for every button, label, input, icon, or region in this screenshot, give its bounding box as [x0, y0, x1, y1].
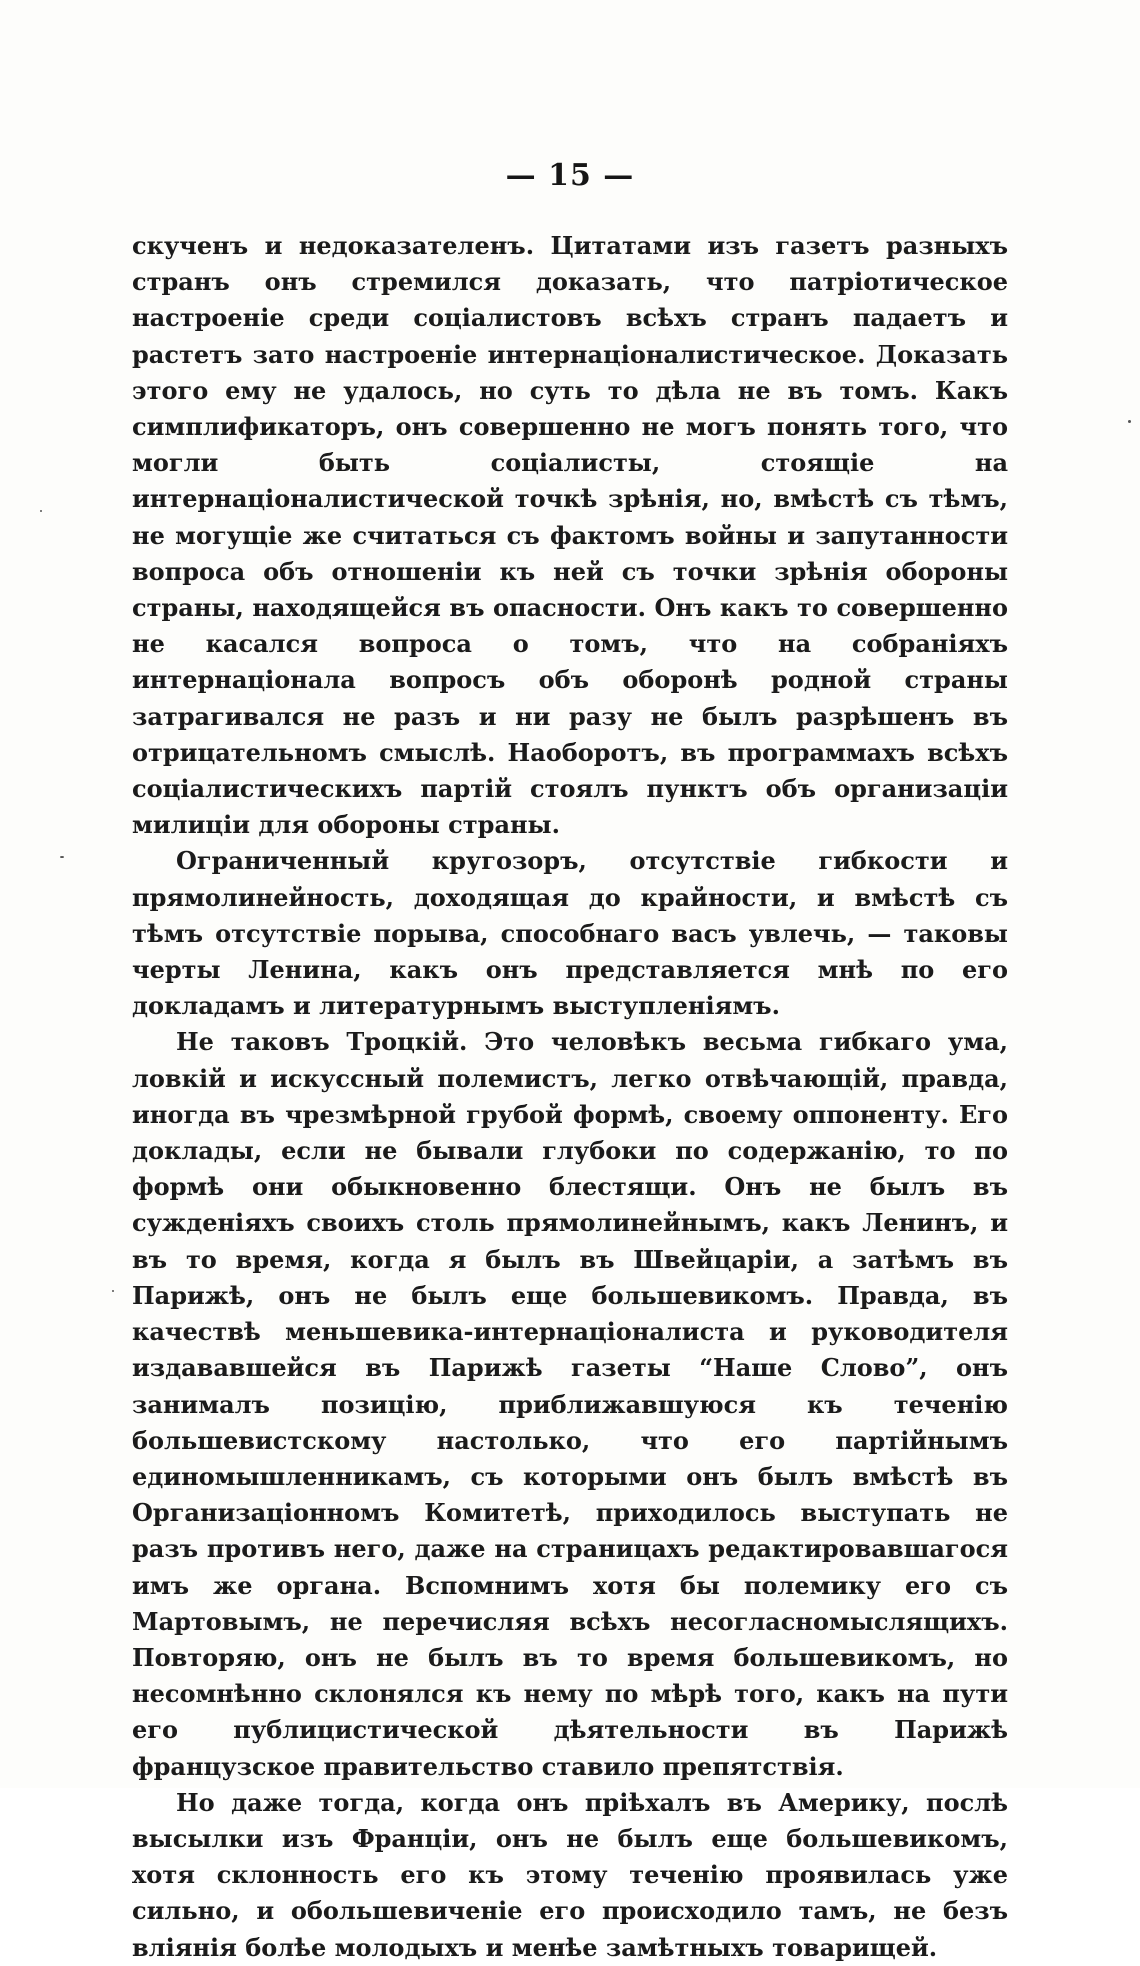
- scan-speck: [60, 856, 64, 858]
- scan-speck: [1128, 420, 1131, 423]
- paragraph: Ограниченный кругозоръ, отсутствіе гибкости и прямолинейность, доходящая до крайности, и вмѣстѣ съ тѣмъ отсутствіе порыва, способнаго васъ увлечь, — таковы черты Ленина, какъ онъ представляется мнѣ по его докладамъ и литературнымъ выступленіямъ.: [132, 846, 1008, 1021]
- scan-speck: [112, 1290, 114, 1292]
- body-text: [132, 228, 1008, 1966]
- paragraph: скученъ и недоказателенъ. Цитатами изъ газетъ разныхъ странъ онъ стремился доказать, что патріотическое настроеніе среди соціалистовъ всѣхъ странъ падаетъ и растетъ зато настроеніе интернаціоналистическое. Доказать этого ему не удалось, но суть то дѣла не въ томъ. Какъ симплификаторъ, онъ совершенно не могъ понять того, что могли быть соціалисты, стоящіе на интернаціоналистической точкѣ зрѣнія, но, вмѣстѣ съ тѣмъ, не могущіе же считаться съ фактомъ войны и запутанности вопроса объ отношеніи къ ней съ точки зрѣнія обороны страны, находящейся въ опасности. Онъ какъ то совершенно не касался вопроса о томъ, что на собраніяхъ интернаціонала вопросъ объ оборонѣ родной страны затрагивался не разъ и ни разу не былъ разрѣшенъ въ отрицательномъ смыслѣ. Наоборотъ, въ программахъ всѣхъ соціалистическихъ партій стоялъ пунктъ объ организаціи милиціи для обороны страны.: [132, 231, 1008, 840]
- page-number: — 15 —: [505, 158, 635, 193]
- scan-speck: [40, 510, 42, 512]
- paragraph: Но даже тогда, когда онъ пріѣхалъ въ Америку, послѣ высылки изъ Франціи, онъ не былъ еще большевикомъ, хотя склонность его къ этому теченію проявилась уже сильно, и обольшевиченіе его происходило тамъ, не безъ вліянія болѣе молодыхъ и менѣе замѣтныхъ товарищей.: [132, 1787, 1008, 1962]
- paragraph: Не таковъ Троцкій. Это человѣкъ весьма гибкаго ума, ловкій и искуссный полемистъ, легко отвѣчающій, правда, иногда въ чрезмѣрной грубой формѣ, своему оппоненту. Его доклады, если не бывали глубоки по содержанію, то по формѣ они обыкновенно блестящи. Онъ не былъ въ сужденіяхъ своихъ столь прямолинейнымъ, какъ Ленинъ, и въ то время, когда я былъ въ Швейцаріи, а затѣмъ въ Парижѣ, онъ не былъ еще большевикомъ. Правда, въ качествѣ меньшевика-интернаціоналиста и руководителя издававшейся въ Парижѣ газеты “Наше Слово”, онъ занималъ позицію, приближавшуюся къ теченію большевистскому настолько, что его партійнымъ единомышленникамъ, съ которыми онъ былъ вмѣстѣ въ Организаціонномъ Комитетѣ, приходилось выступать не разъ противъ него, даже на страницахъ редактировавшагося имъ же органа. Вспомнимъ хотя бы полемику его съ Мартовымъ, не перечисляя всѣхъ несогласномыслящихъ. Повторяю, онъ не былъ въ то время большевикомъ, но несомнѣнно склонялся къ нему по мѣрѣ того, какъ на пути его публицистической дѣятельности въ Парижѣ французское правительство ставило препятствія.: [132, 1027, 1008, 1781]
